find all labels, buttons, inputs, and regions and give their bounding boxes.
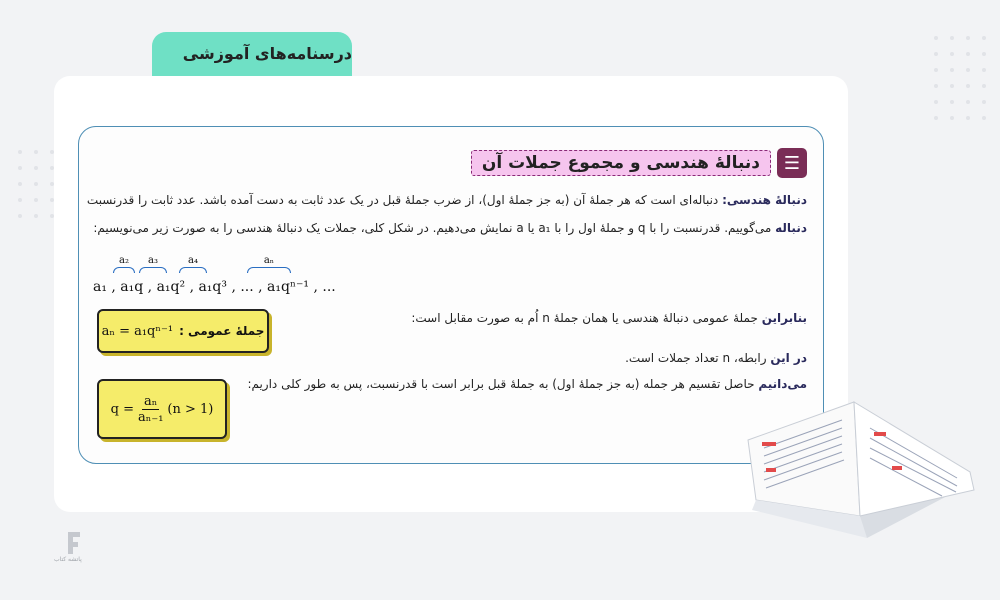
paragraph-bold: دنبالهٔ هندسی: — [722, 193, 807, 207]
formula-label: جملهٔ عمومی : — [179, 324, 265, 338]
paragraph-text: رابطه، n تعداد جملات است. — [625, 351, 771, 365]
logo — [54, 530, 88, 570]
term-brace: aₙ — [247, 255, 291, 275]
lesson-box — [78, 126, 824, 464]
paragraph-bold: بنابراین — [761, 311, 807, 325]
general-term-formula — [97, 309, 269, 353]
sequence-terms — [93, 255, 393, 295]
paragraph-text: جملهٔ عمومی دنبالهٔ هندسی یا همان جملهٔ n اُم به صورت مقابل است: — [411, 311, 762, 325]
sequence-line: a₁ , a₁q , a₁q² , a₁q³ , ... , a₁qⁿ⁻¹ , ... — [93, 279, 336, 295]
formula-lhs: q = — [110, 401, 134, 417]
term-brace: a₂ — [113, 255, 135, 275]
paragraph-general-term — [411, 311, 807, 325]
logo-caption: پاتشه کتاب — [54, 556, 82, 563]
book-icon: ☰ — [777, 148, 807, 178]
formula-condition: (n > 1) — [167, 401, 214, 417]
paragraph-text: حاصل تقسیم هر جمله (به جز جملهٔ اول) به جملهٔ قبل برابر است با قدرنسبت، پس به طور کلی داریم: — [247, 377, 759, 391]
term-brace: a₃ — [139, 255, 167, 275]
open-book-image — [742, 388, 982, 553]
logo-mark — [58, 530, 88, 556]
section-title: دنبالهٔ هندسی و مجموع جملات آن — [471, 150, 771, 176]
paragraph-bold: دنباله — [775, 221, 807, 235]
ratio-formula — [97, 379, 227, 439]
paragraph-text: می‌گوییم. قدرنسبت را با q و جملهٔ اول را با a₁ یا a نمایش می‌دهیم. در شکل کلی، جملات یک دنبالهٔ هندسی را به صورت زیر می‌نویسیم: — [93, 221, 776, 235]
paragraph-n-meaning — [625, 351, 807, 365]
paragraph-definition — [87, 193, 807, 207]
section-heading — [471, 147, 807, 179]
fraction — [138, 394, 163, 425]
paragraph-ratio-rule — [247, 377, 807, 391]
lesson-tab[interactable]: درسنامه‌های آموزشی — [152, 32, 352, 78]
paragraph-ratio — [93, 221, 807, 235]
fraction-numerator: aₙ — [144, 393, 158, 409]
paragraph-text: دنباله‌ای است که هر جملهٔ آن (به جز جملهٔ اول)، از ضرب جملهٔ قبل در یک عدد ثابت به دست آمده باشد. عدد ثابت را قدرنسبت — [86, 193, 723, 207]
fraction-denominator: aₙ₋₁ — [137, 409, 164, 425]
decorative-dots — [18, 150, 54, 218]
term-brace: a₄ — [179, 255, 207, 275]
paragraph-bold: در این — [770, 351, 807, 365]
paragraph-bold: می‌دانیم — [758, 377, 807, 391]
formula-expression: aₙ = a₁qⁿ⁻¹ — [101, 323, 174, 339]
decorative-dots — [934, 36, 986, 120]
